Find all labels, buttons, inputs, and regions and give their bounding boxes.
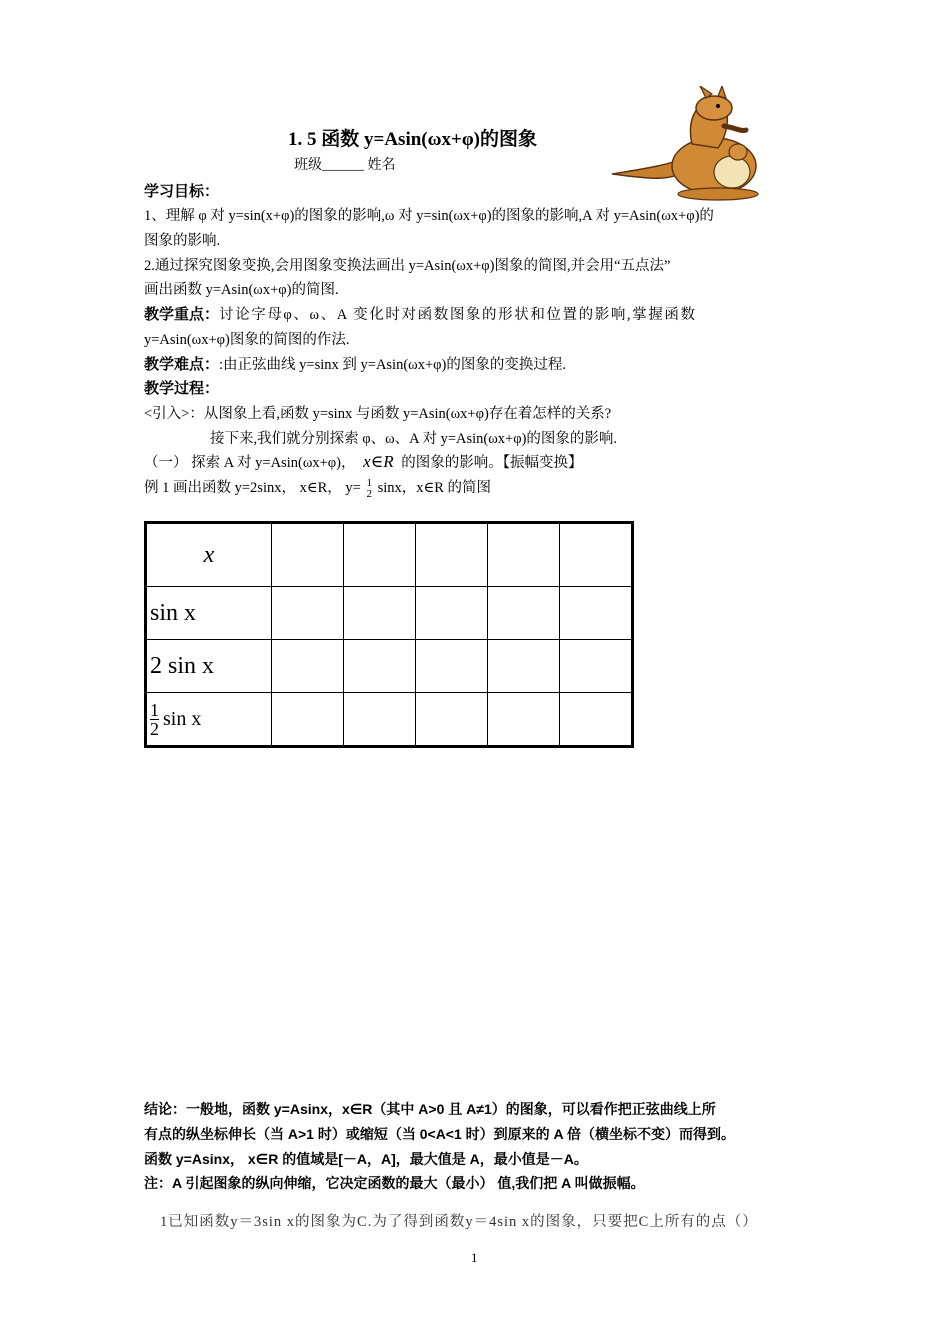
table-cell [344,587,416,640]
table-cell [560,587,633,640]
conclusion-line-3: 函数 y=Asinx， x∈R 的值域是[－A，A]，最大值是 A，最小值是－A。 [144,1151,588,1167]
example-1-frac-num: 1 [366,476,372,489]
value-table [144,521,634,748]
table-cell [416,523,488,587]
table-cell [488,640,560,693]
table-cell [560,640,633,693]
table-cell [560,693,633,747]
table-cell [488,693,560,747]
class-name-line: 班级______ 姓名 [294,158,396,173]
half-num: 1 [150,699,159,720]
table-cell [272,640,344,693]
difficulty-text: :由正弦曲线 y=sinx 到 y=Asin(ωx+φ)的图象的变换过程. [219,357,566,373]
example-1-fraction [366,478,372,500]
table-cell [560,523,633,587]
intro-line: <引入>：从图象上看,函数 y=sinx 与函数 y=Asin(ωx+φ)存在着怎样的关系? [144,406,612,422]
process-heading: 教学过程： [144,380,220,397]
half-fraction [150,701,159,738]
half-den: 2 [150,718,159,739]
conclusion-line-2: 有点的纵坐标伸长（当 A>1 时）或缩短（当 0<A<1 时）到原来的 A 倍（横坐标不变）而得到。 [144,1126,736,1142]
example-1-line [144,476,491,500]
section-1-text-b: 的图象的影响。【振幅变换】 [401,455,583,471]
table-cell [272,587,344,640]
key-points-line-2: y=Asin(ωx+φ)图象的简图的作法. [144,332,350,348]
table-cell [272,523,344,587]
objective-1-line-1: 1、理解 φ 对 y=sin(x+φ)的图象的影响,ω 对 y=sin(ωx+φ)的图象的影响,A 对 y=Asin(ωx+φ)的 [144,208,714,224]
row-label-x: x [146,523,272,587]
row-label-2sinx: 2 sin x [146,640,272,693]
section-1-line [144,451,583,472]
key-points-label: 教学重点： [144,306,220,323]
difficulty-label: 教学难点： [144,356,220,373]
conclusion-line-4: 注：A 引起图象的纵向伸缩，它决定函数的最大（最小） 值,我们把 A 叫做振幅。 [144,1175,645,1191]
table-cell [416,693,488,747]
kangaroo-illustration [606,86,766,204]
objective-2-line-1: 2.通过探究图象变换,会用图象变换法画出 y=Asin(ωx+φ)图象的简图,并会用“五点法” [144,258,671,274]
objective-1-line-2: 图象的影响. [144,233,221,249]
table-row [146,523,633,587]
exercise-line: 1已知函数y＝3sin x的图象为C.为了得到函数y＝4sin x的图象，只要把C上所有的点（） [160,1214,758,1230]
difficulty-line [144,353,566,374]
row-label-half-sinx [146,693,272,747]
row-label-sinx: sin x [146,587,272,640]
table-row [146,693,633,747]
example-1-text-b: sinx，x∈R 的简图 [377,480,492,496]
table-cell [488,587,560,640]
section-1-text-a: （一） 探索 A 对 y=Asin(ωx+φ)， [144,455,356,471]
table-cell [344,640,416,693]
example-1-text-a: 例 1 画出函数 y=2sinx， x∈R， y= [144,480,361,496]
objective-2-line-2: 画出函数 y=Asin(ωx+φ)的简图. [144,282,339,298]
explore-line: 接下来,我们就分别探索 φ、ω、A 对 y=Asin(ωx+φ)的图象的影响. [210,431,618,447]
conclusion-line-1: 结论：一般地，函数 y=Asinx，x∈R（其中 A>0 且 A≠1）的图象，可以看作把正弦曲线上所 [144,1101,716,1117]
page-title: 1. 5 函数 y=Asin(ωx+φ)的图象 [288,129,538,150]
table-row [146,640,633,693]
table-cell [272,693,344,747]
table-cell [488,523,560,587]
key-points-text-1: 讨论字母φ、ω、A 变化时对函数图象的形状和位置的影响,掌握函数 [219,307,697,323]
table-cell [344,693,416,747]
key-points-line-1 [144,303,697,324]
objectives-heading: 学习目标： [144,183,220,200]
example-1-frac-den: 2 [366,487,372,500]
table-row [146,587,633,640]
page-number: 1 [471,1250,478,1265]
half-sinx-text: sin x [163,707,202,730]
table-cell [416,587,488,640]
table-cell [416,640,488,693]
table-cell [344,523,416,587]
x-in-r-math: x∈R [363,452,394,471]
